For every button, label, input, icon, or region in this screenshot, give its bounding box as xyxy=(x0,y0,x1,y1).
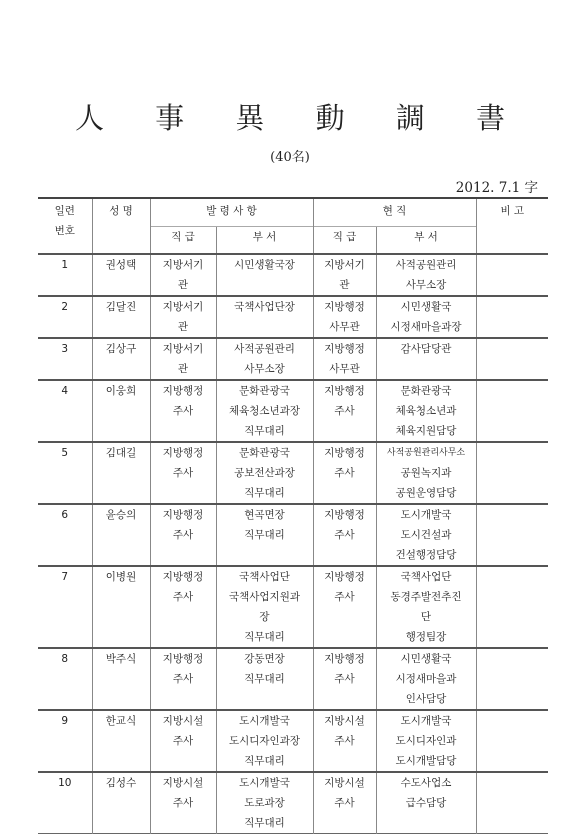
cell-serial-text: 4 xyxy=(61,385,69,397)
cell-new-rank-line: 관 xyxy=(177,279,189,291)
cell-cur-rank-line: 주사 xyxy=(334,529,355,541)
cell-cur-rank-line: 주사 xyxy=(334,673,355,685)
cell-new-dept-line: 국책사업지원과 xyxy=(228,591,300,603)
cell-name xyxy=(92,648,150,710)
cell-serial-text: 6 xyxy=(61,509,69,521)
cell-remark xyxy=(476,380,548,442)
cell-cur-rank-line: 주사 xyxy=(334,591,355,603)
cell-cur-dept xyxy=(376,772,476,834)
cell-cur-dept-line: 도시건설과 xyxy=(400,529,452,541)
cell-cur-rank xyxy=(313,442,376,504)
cell-remark xyxy=(476,254,548,296)
cell-serial xyxy=(38,442,92,504)
cell-cur-dept-line: 감사담당관 xyxy=(400,343,452,355)
header-cur-dept: 부 서 xyxy=(376,227,476,255)
table-row xyxy=(38,648,548,710)
cell-cur-rank xyxy=(313,504,376,566)
cell-serial xyxy=(38,380,92,442)
cell-cur-rank-line: 지방행정 xyxy=(324,653,365,665)
header-serial xyxy=(38,198,92,254)
cell-new-dept xyxy=(216,442,313,504)
cell-cur-dept-line: 인사담당 xyxy=(405,693,447,705)
cell-new-dept-line: 직무대리 xyxy=(244,673,285,685)
cell-new-dept-line: 직무대리 xyxy=(244,631,285,643)
cell-new-rank-line: 주사 xyxy=(172,529,194,541)
cell-new-dept-line: 공보전산과장 xyxy=(234,467,295,479)
cell-cur-dept-line: 시민생활국 xyxy=(400,653,452,665)
cell-new-dept-line: 도시개발국 xyxy=(239,715,290,727)
cell-new-dept xyxy=(216,254,313,296)
document-title: 人 事 異 動 調 書 xyxy=(74,101,527,135)
cell-new-dept xyxy=(216,710,313,772)
cell-new-rank-line: 지방행정 xyxy=(162,571,204,583)
cell-cur-rank-line: 지방행정 xyxy=(324,301,365,313)
cell-new-dept-line: 국책사업단 xyxy=(239,571,290,583)
cell-serial-text: 9 xyxy=(61,715,69,727)
cell-name-text: 김대길 xyxy=(105,447,137,459)
cell-cur-rank-line: 지방서기 xyxy=(324,259,365,271)
cell-new-dept-line: 직무대리 xyxy=(244,425,285,437)
cell-new-dept-line: 체육청소년과장 xyxy=(228,405,300,417)
cell-serial xyxy=(38,566,92,648)
table-row xyxy=(38,254,548,296)
cell-name-text: 박주식 xyxy=(105,653,137,665)
cell-cur-dept-line: 시정새마을과 xyxy=(395,673,457,685)
cell-cur-dept-line: 수도사업소 xyxy=(400,777,452,789)
cell-new-rank-line: 지방서기 xyxy=(162,343,204,355)
header-current: 현 직 xyxy=(313,198,476,227)
cell-cur-rank-line: 사무관 xyxy=(329,363,360,375)
cell-cur-rank xyxy=(313,648,376,710)
cell-name-text: 이병원 xyxy=(105,571,137,583)
cell-cur-dept-line: 시민생활국 xyxy=(400,301,452,313)
cell-serial-text: 3 xyxy=(61,343,69,355)
table-row xyxy=(38,442,548,504)
header-new-dept: 부 서 xyxy=(216,227,313,255)
cell-cur-rank xyxy=(313,380,376,442)
cell-cur-dept-line: 건설행정담당 xyxy=(395,549,457,561)
cell-cur-dept-line: 체육지원담당 xyxy=(395,425,457,437)
cell-name xyxy=(92,710,150,772)
cell-serial-text: 2 xyxy=(61,301,69,313)
cell-new-dept xyxy=(216,648,313,710)
cell-name-text: 김달진 xyxy=(105,301,137,313)
cell-name xyxy=(92,566,150,648)
cell-cur-dept xyxy=(376,338,476,380)
cell-new-dept-line: 사적공원관리 xyxy=(234,343,295,355)
cell-cur-dept xyxy=(376,648,476,710)
document-subtitle: (40名) xyxy=(270,150,310,165)
cell-cur-rank xyxy=(313,710,376,772)
cell-serial xyxy=(38,296,92,338)
table-row xyxy=(38,380,548,442)
cell-new-dept-line: 직무대리 xyxy=(244,755,285,767)
cell-name-text: 이웅희 xyxy=(105,385,137,397)
cell-cur-dept-line: 공원운영담당 xyxy=(395,487,457,499)
cell-cur-rank-line: 주사 xyxy=(334,735,355,747)
cell-new-rank xyxy=(150,338,216,380)
cell-new-rank-line: 관 xyxy=(177,363,189,375)
cell-new-dept-line: 도로과장 xyxy=(244,797,285,809)
cell-remark xyxy=(476,296,548,338)
cell-cur-rank-line: 지방행정 xyxy=(324,447,365,459)
cell-cur-dept-line: 도시개발담당 xyxy=(395,755,457,767)
cell-cur-dept-line: 국책사업단 xyxy=(400,571,452,583)
cell-name-text: 한교식 xyxy=(105,715,137,727)
header-order: 발 령 사 항 xyxy=(150,198,313,227)
table-row xyxy=(38,296,548,338)
cell-new-dept-line: 문화관광국 xyxy=(239,385,290,397)
cell-cur-rank-line: 지방행정 xyxy=(324,571,365,583)
cell-cur-rank xyxy=(313,254,376,296)
cell-new-rank xyxy=(150,772,216,834)
cell-name xyxy=(92,296,150,338)
cell-cur-rank-line: 주사 xyxy=(334,797,355,809)
cell-remark xyxy=(476,338,548,380)
cell-new-rank-line: 지방시설 xyxy=(162,715,204,727)
cell-cur-rank xyxy=(313,338,376,380)
cell-name xyxy=(92,380,150,442)
cell-new-rank-line: 지방행정 xyxy=(162,653,204,665)
cell-cur-rank xyxy=(313,296,376,338)
cell-cur-dept-line: 급수담당 xyxy=(405,797,447,809)
cell-name-text: 권성택 xyxy=(105,259,137,271)
cell-cur-dept xyxy=(376,504,476,566)
cell-cur-dept-line: 사적공원관리 xyxy=(395,259,457,271)
cell-serial xyxy=(38,254,92,296)
cell-new-rank xyxy=(150,504,216,566)
table-row xyxy=(38,566,548,648)
cell-name xyxy=(92,254,150,296)
cell-new-dept-line: 사무소장 xyxy=(244,363,285,375)
cell-remark xyxy=(476,566,548,648)
cell-new-dept-line: 직무대리 xyxy=(244,817,285,829)
cell-new-rank-line: 지방행정 xyxy=(162,447,204,459)
cell-new-dept-line: 문화관광국 xyxy=(239,447,290,459)
cell-serial-text: 5 xyxy=(61,447,69,459)
cell-new-rank-line: 지방행정 xyxy=(162,385,204,397)
cell-new-rank-line: 지방시설 xyxy=(162,777,204,789)
cell-new-rank xyxy=(150,380,216,442)
cell-serial xyxy=(38,504,92,566)
cell-new-dept xyxy=(216,772,313,834)
cell-serial-text: 10 xyxy=(58,777,72,789)
header-serial-line1: 일련 xyxy=(54,205,75,217)
cell-cur-dept-line: 시정새마을과장 xyxy=(390,321,462,333)
cell-new-rank-line: 지방서기 xyxy=(162,301,204,313)
cell-cur-rank-line: 지방행정 xyxy=(324,343,365,355)
cell-new-dept-line: 직무대리 xyxy=(244,487,285,499)
cell-new-rank-line: 지방서기 xyxy=(162,259,204,271)
cell-name xyxy=(92,338,150,380)
cell-cur-dept-line: 공원녹지과 xyxy=(400,467,452,479)
cell-serial xyxy=(38,772,92,834)
cell-cur-dept-line: 사적공원관리사무소 xyxy=(386,448,466,458)
cell-serial xyxy=(38,648,92,710)
cell-serial-text: 7 xyxy=(61,571,69,583)
cell-new-dept-line: 직무대리 xyxy=(244,529,285,541)
cell-cur-rank xyxy=(313,772,376,834)
cell-cur-dept-line: 동경주발전추진 xyxy=(390,591,462,603)
cell-new-rank-line: 주사 xyxy=(172,797,194,809)
cell-cur-rank xyxy=(313,566,376,648)
cell-remark xyxy=(476,442,548,504)
cell-cur-rank-line: 지방시설 xyxy=(324,777,365,789)
cell-cur-dept xyxy=(376,566,476,648)
cell-remark xyxy=(476,772,548,834)
cell-new-dept-line: 도시개발국 xyxy=(239,777,290,789)
header-cur-rank: 직 급 xyxy=(313,227,376,255)
cell-cur-dept xyxy=(376,380,476,442)
cell-new-rank-line: 주사 xyxy=(172,591,194,603)
cell-new-rank xyxy=(150,254,216,296)
cell-new-dept-line: 장 xyxy=(259,611,270,623)
cell-new-dept-line: 현곡면장 xyxy=(244,509,285,521)
cell-new-rank xyxy=(150,442,216,504)
cell-cur-dept xyxy=(376,296,476,338)
cell-cur-rank-line: 주사 xyxy=(334,405,355,417)
cell-cur-dept-line: 도시디자인과 xyxy=(395,735,457,747)
header-name: 성 명 xyxy=(92,198,150,254)
cell-cur-dept xyxy=(376,254,476,296)
cell-cur-rank-line: 지방행정 xyxy=(324,509,365,521)
cell-cur-dept-line: 도시개발국 xyxy=(400,509,452,521)
cell-new-rank-line: 주사 xyxy=(172,673,194,685)
cell-new-dept xyxy=(216,566,313,648)
document-date: 2012. 7.1 字 xyxy=(455,180,538,196)
cell-serial-text: 8 xyxy=(61,653,69,665)
cell-new-dept-line: 강동면장 xyxy=(244,653,285,665)
cell-new-dept-line: 시민생활국장 xyxy=(234,259,295,271)
cell-new-rank xyxy=(150,296,216,338)
cell-remark xyxy=(476,504,548,566)
cell-serial-text: 1 xyxy=(61,259,69,271)
cell-remark xyxy=(476,648,548,710)
cell-cur-dept-line: 문화관광국 xyxy=(400,385,452,397)
cell-new-rank xyxy=(150,566,216,648)
cell-cur-dept-line: 사무소장 xyxy=(405,279,447,291)
header-serial-line2: 번호 xyxy=(54,225,75,237)
cell-cur-dept xyxy=(376,442,476,504)
cell-new-rank-line: 주사 xyxy=(172,405,194,417)
header-remark: 비 고 xyxy=(476,198,548,254)
cell-serial xyxy=(38,338,92,380)
table-row xyxy=(38,504,548,566)
cell-name xyxy=(92,504,150,566)
cell-name-text: 김성수 xyxy=(105,777,137,789)
header-new-rank: 직 급 xyxy=(150,227,216,255)
cell-name xyxy=(92,442,150,504)
cell-cur-rank-line: 관 xyxy=(339,279,350,291)
cell-serial xyxy=(38,710,92,772)
table-row xyxy=(38,710,548,772)
cell-new-rank-line: 주사 xyxy=(172,467,194,479)
cell-cur-dept-line: 도시개발국 xyxy=(400,715,452,727)
cell-new-rank xyxy=(150,648,216,710)
cell-new-dept-line: 도시디자인과장 xyxy=(228,735,300,747)
cell-new-dept xyxy=(216,504,313,566)
cell-cur-rank-line: 지방행정 xyxy=(324,385,365,397)
cell-new-rank-line: 주사 xyxy=(172,735,194,747)
cell-new-dept xyxy=(216,338,313,380)
cell-cur-rank-line: 지방시설 xyxy=(324,715,365,727)
cell-cur-dept-line: 행정팀장 xyxy=(405,631,447,643)
cell-new-dept xyxy=(216,296,313,338)
cell-name-text: 윤승의 xyxy=(105,509,137,521)
cell-new-dept-line: 국책사업단장 xyxy=(234,301,295,313)
table-row xyxy=(38,338,548,380)
cell-new-rank xyxy=(150,710,216,772)
personnel-table xyxy=(38,197,548,834)
cell-new-dept xyxy=(216,380,313,442)
cell-cur-dept-line: 단 xyxy=(420,611,432,623)
cell-cur-dept xyxy=(376,710,476,772)
cell-remark xyxy=(476,710,548,772)
cell-cur-rank-line: 사무관 xyxy=(329,321,360,333)
cell-new-rank-line: 관 xyxy=(177,321,189,333)
cell-new-rank-line: 지방행정 xyxy=(162,509,204,521)
cell-cur-dept-line: 체육청소년과 xyxy=(395,405,457,417)
cell-name-text: 김상구 xyxy=(105,343,137,355)
table-row xyxy=(38,772,548,834)
cell-cur-rank-line: 주사 xyxy=(334,467,355,479)
cell-name xyxy=(92,772,150,834)
